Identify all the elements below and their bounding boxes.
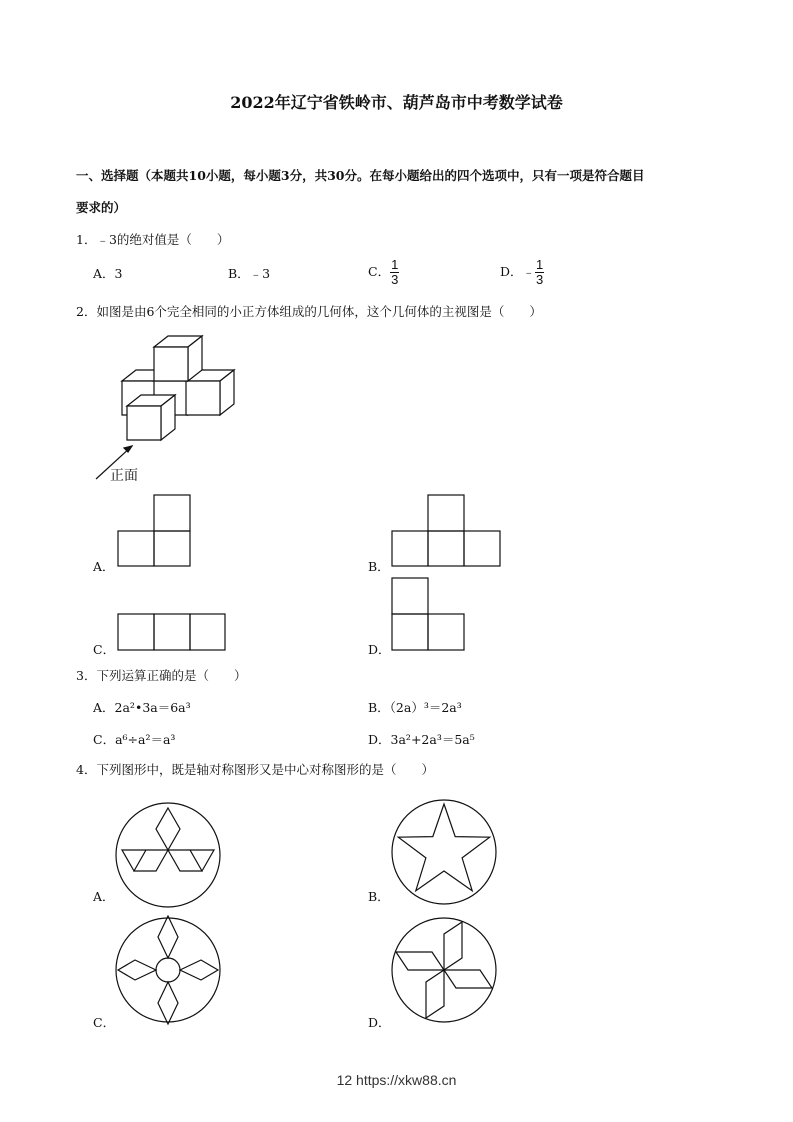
- q2-stem: 2．如图是由6个完全相同的小正方体组成的几何体，这个几何体的主视图是（ ）: [76, 304, 542, 319]
- q4-option-d-figure: [392, 918, 496, 1022]
- q1-option-c-label: C．: [368, 264, 391, 279]
- pinwheel-blade: [396, 952, 444, 970]
- section-heading-line2: 要求的）: [76, 200, 127, 215]
- q2-option-c-figure: [118, 614, 225, 650]
- denominator: 3: [536, 272, 544, 287]
- q2-option-b-figure: [392, 495, 500, 566]
- q3-option-b: B．（2a）³＝2a³: [368, 700, 462, 715]
- cube-face: [154, 347, 188, 381]
- q2-option-a-figure: [118, 495, 190, 566]
- page-title: 2022年辽宁省铁岭市、葫芦岛市中考数学试卷: [230, 93, 563, 112]
- q2-option-d: D．: [368, 642, 391, 657]
- q4-option-c: C．: [93, 1015, 116, 1030]
- section-heading-line1: 一、选择题（本题共10小题，每小题3分，共30分。在每小题给出的四个选项中，只有一项是符合题目: [76, 168, 645, 183]
- q4-option-b-figure: [392, 800, 496, 904]
- q2-option-d-figure: [392, 578, 464, 650]
- numerator: 1: [391, 257, 399, 272]
- pinwheel-blade: [426, 970, 444, 1018]
- pinwheel-blade: [444, 970, 492, 988]
- cube-face: [186, 381, 220, 415]
- q1-option-b: B．﹣3: [228, 266, 271, 281]
- q4-stem: 4．下列图形中，既是轴对称图形又是中心对称图形的是（ ）: [76, 762, 434, 777]
- front-label: 正面: [110, 467, 138, 483]
- denominator: 3: [391, 272, 399, 287]
- q4-option-c-figure: [116, 916, 220, 1024]
- q3-option-d: D．3a²+2a³＝5a⁵: [368, 732, 475, 747]
- numerator: 1: [536, 257, 544, 272]
- q2-option-c: C．: [93, 642, 116, 657]
- footer-page-url: 12 https://xkw88.cn: [336, 1072, 457, 1088]
- pinwheel-blade: [444, 922, 462, 970]
- q1-option-a: A．3: [93, 266, 123, 281]
- q1-option-d-label: D．﹣: [500, 264, 536, 279]
- cube-face: [127, 406, 161, 440]
- arrow-head-icon: [124, 446, 132, 452]
- q4-option-b: B．: [368, 889, 390, 904]
- q4-option-a-figure: [116, 803, 220, 907]
- q1-stem: 1．﹣3的绝对值是（ ）: [76, 232, 230, 247]
- q3-option-a: A．2a²•3a＝6a³: [93, 700, 191, 715]
- q2-option-b: B．: [368, 559, 390, 574]
- q3-option-c: C．a⁶÷a²＝a³: [93, 732, 176, 747]
- q2-option-a: A．: [93, 559, 115, 574]
- q3-stem: 3．下列运算正确的是（ ）: [76, 668, 247, 683]
- q4-option-a: A．: [93, 889, 115, 904]
- q4-option-d: D．: [368, 1015, 391, 1030]
- cube-solid-figure: [122, 336, 234, 440]
